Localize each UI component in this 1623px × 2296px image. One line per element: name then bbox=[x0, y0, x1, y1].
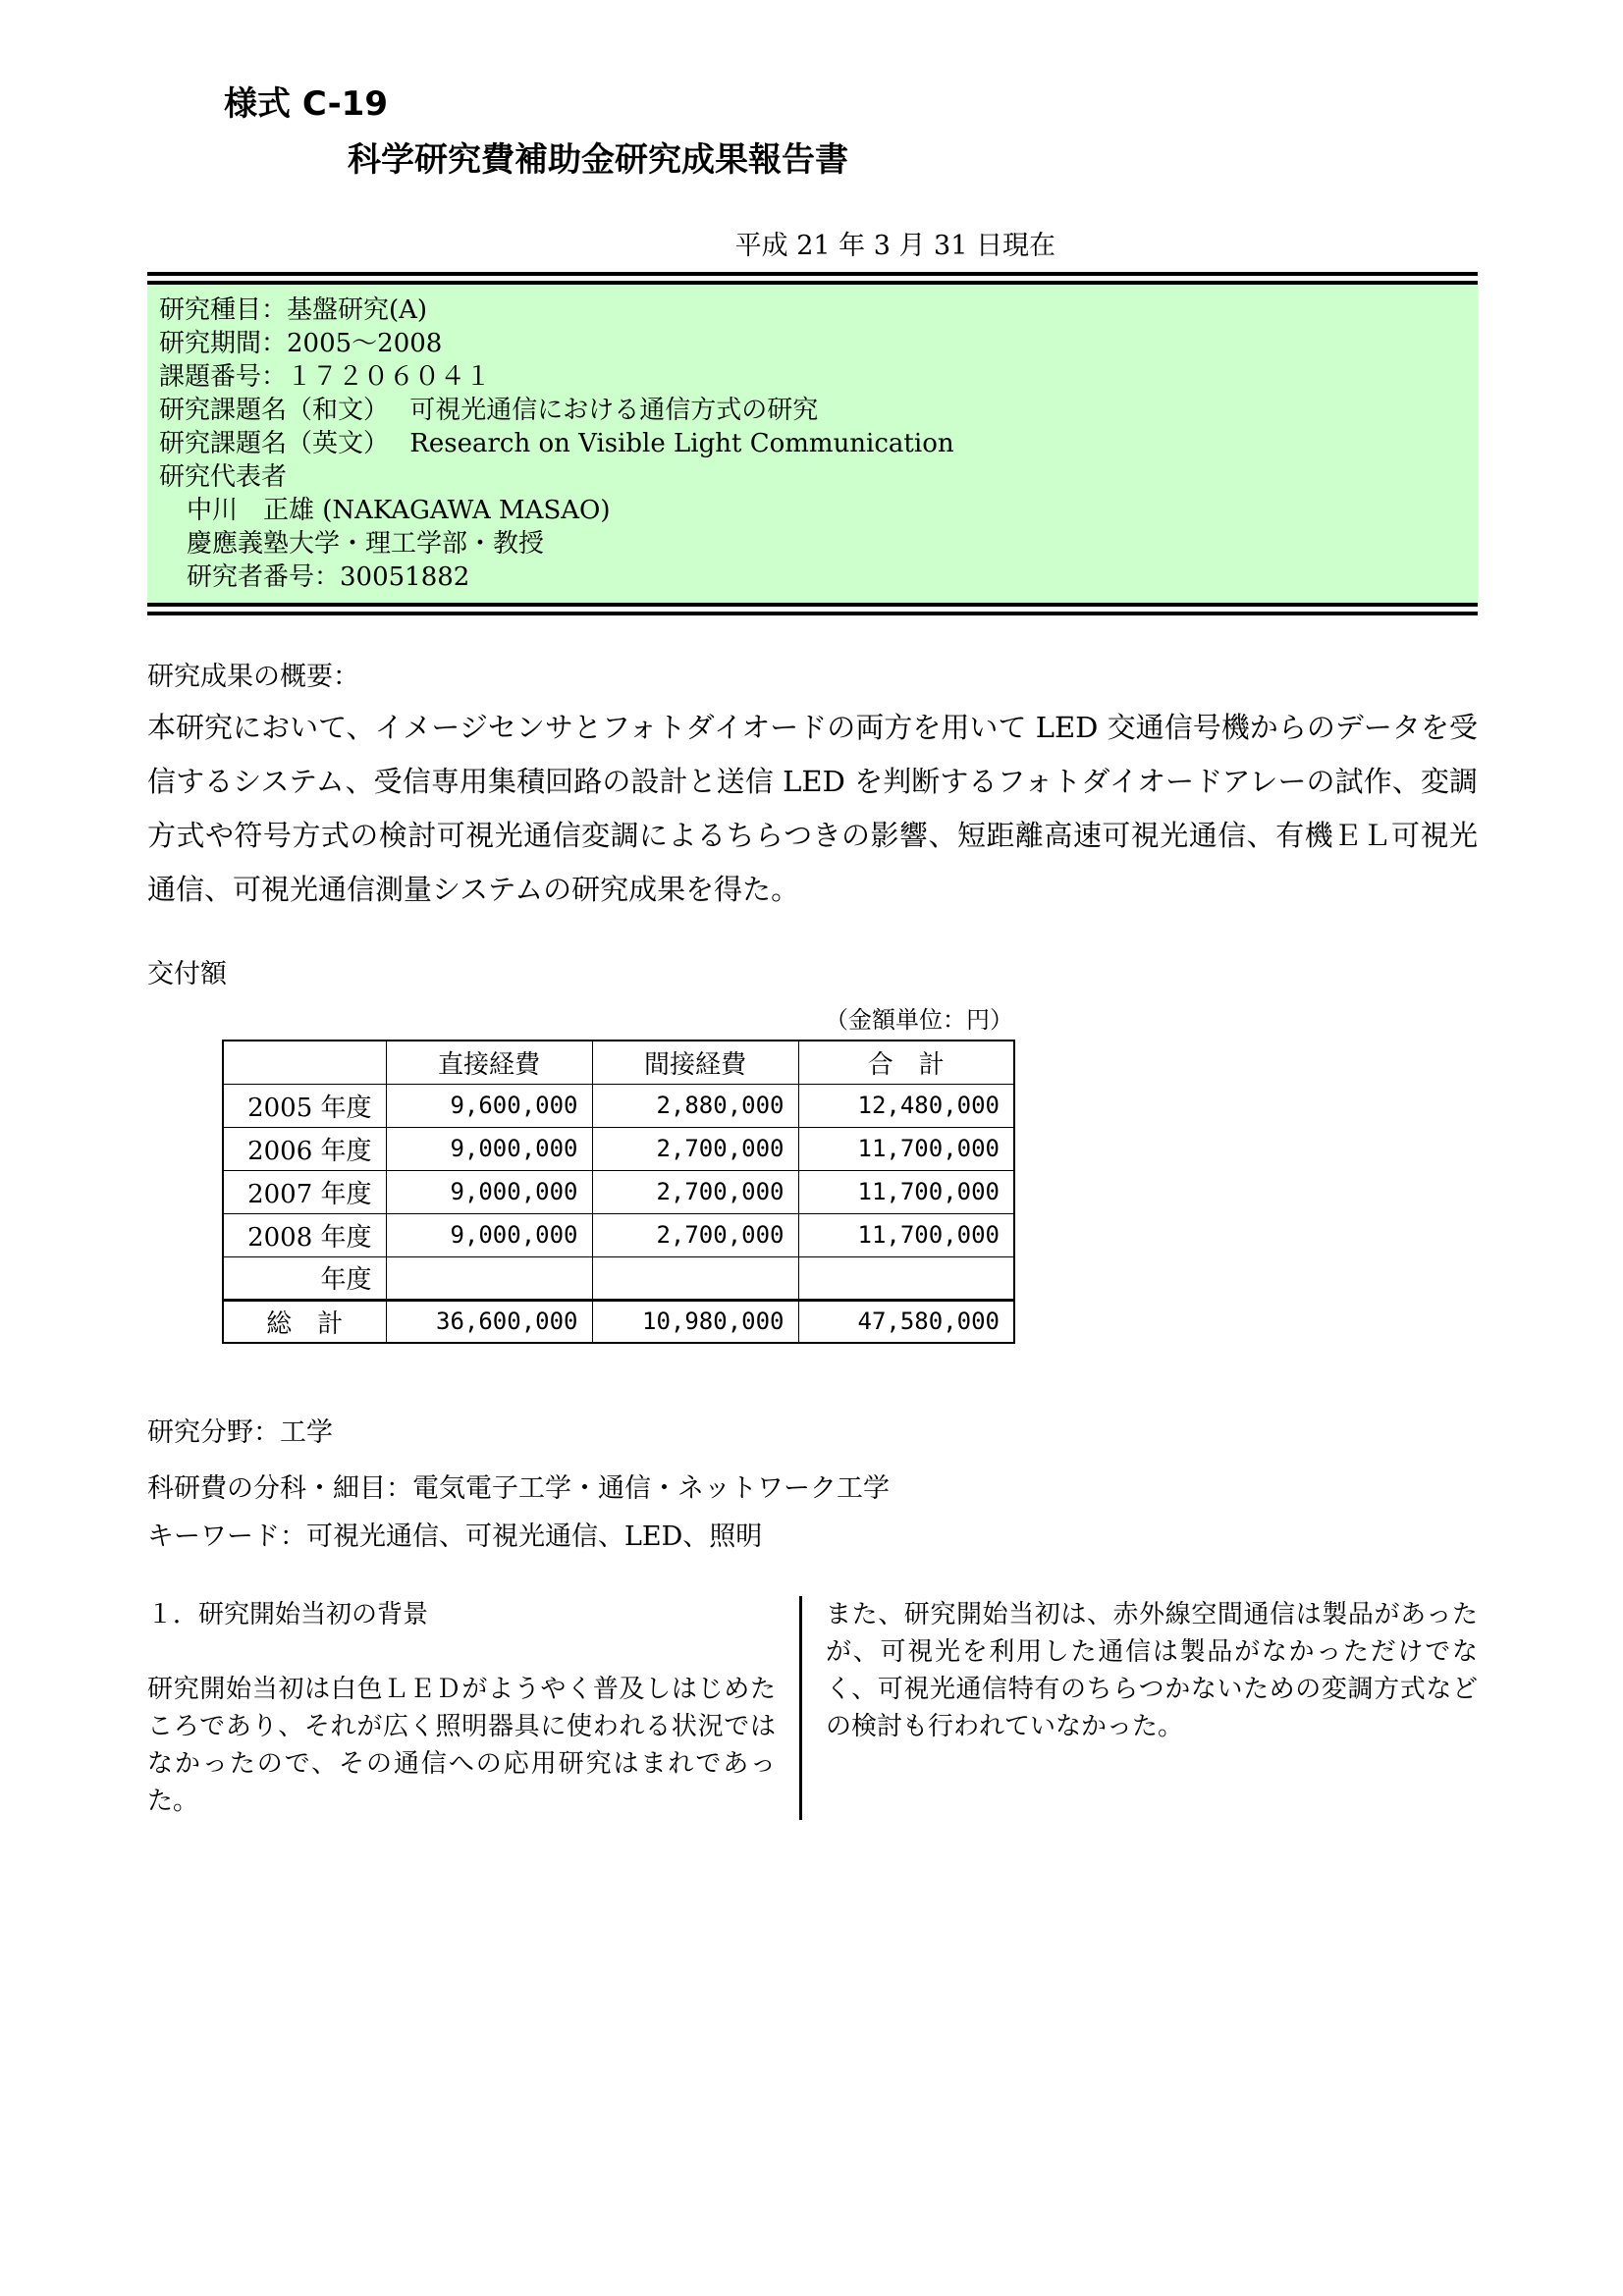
info-row-project-number: 課題番号：１７２０６０４１ bbox=[159, 362, 492, 392]
info-row-research-period: 研究期間：2005～2008 bbox=[159, 329, 443, 358]
table-row-grand-total bbox=[223, 1300, 1014, 1343]
year-label: 年度 bbox=[223, 1256, 386, 1300]
table-row-2007 bbox=[223, 1170, 1014, 1213]
table-row-2008 bbox=[223, 1213, 1014, 1256]
direct-amount: 9,000,000 bbox=[386, 1127, 592, 1170]
indirect-amount: 2,700,000 bbox=[592, 1213, 798, 1256]
indirect-amount: 2,880,000 bbox=[592, 1084, 798, 1127]
year-label: 2006 年度 bbox=[223, 1127, 386, 1170]
header-cell-blank bbox=[223, 1041, 386, 1084]
grant-amount-table bbox=[222, 1040, 1015, 1344]
info-row-title-japanese: 研究課題名（和文） 可視光通信における通信方式の研究 bbox=[159, 396, 819, 425]
info-row-title-english: 研究課題名（英文） Research on Visible Light Communication bbox=[159, 429, 954, 458]
year-label: 2008 年度 bbox=[223, 1213, 386, 1256]
field-lines bbox=[147, 1411, 1478, 1553]
year-label: 2007 年度 bbox=[223, 1170, 386, 1213]
direct-amount bbox=[386, 1256, 592, 1300]
table-row-2006 bbox=[223, 1127, 1014, 1170]
year-label: 2005 年度 bbox=[223, 1084, 386, 1127]
header-cell-direct: 直接経費 bbox=[386, 1041, 592, 1084]
grant-section-title: 交付額 bbox=[147, 959, 227, 989]
total-amount: 11,700,000 bbox=[798, 1127, 1014, 1170]
table-row-empty-year bbox=[223, 1256, 1014, 1300]
research-info-box bbox=[147, 285, 1478, 603]
grant-table-wrapper bbox=[222, 1000, 1013, 1344]
background-heading: １．研究開始当初の背景 bbox=[147, 1600, 429, 1629]
direct-amount: 9,600,000 bbox=[386, 1084, 592, 1127]
total-amount bbox=[798, 1256, 1014, 1300]
header-cell-indirect: 間接経費 bbox=[592, 1041, 798, 1084]
section-detail-line: 科研費の分科・細目：電気電子工学・通信・ネットワーク工学 bbox=[147, 1473, 890, 1504]
total-label: 総 計 bbox=[223, 1300, 386, 1343]
indirect-amount: 2,700,000 bbox=[592, 1170, 798, 1213]
form-code: 様式 C-19 bbox=[224, 84, 388, 124]
date-note: 平成 21 年 3 月 31 日現在 bbox=[734, 231, 1055, 261]
background-section bbox=[147, 1596, 1478, 1820]
table-row-2005 bbox=[223, 1084, 1014, 1127]
background-right-column bbox=[826, 1596, 1478, 1820]
info-row-principal-investigator-label: 研究代表者 bbox=[159, 462, 288, 492]
info-row-researcher-number: 研究者番号：30051882 bbox=[187, 562, 470, 592]
bottom-double-rule bbox=[147, 603, 1478, 615]
info-row-investigator-name: 中川 正雄 (NAKAGAWA MASAO) bbox=[187, 496, 611, 525]
header-cell-total: 合 計 bbox=[798, 1041, 1014, 1084]
total-amount: 11,700,000 bbox=[798, 1213, 1014, 1256]
keywords-line: キーワード：可視光通信、可視光通信、LED、照明 bbox=[147, 1522, 763, 1552]
background-left-column bbox=[147, 1596, 776, 1820]
info-row-research-category: 研究種目：基盤研究(A) bbox=[159, 295, 428, 325]
direct-amount: 36,600,000 bbox=[386, 1300, 592, 1343]
indirect-amount: 10,980,000 bbox=[592, 1300, 798, 1343]
indirect-amount: 2,700,000 bbox=[592, 1127, 798, 1170]
summary-label: 研究成果の概要： bbox=[147, 662, 359, 692]
unit-note: （金額単位：円） bbox=[825, 1006, 1013, 1034]
total-amount: 12,480,000 bbox=[798, 1084, 1014, 1127]
document-title: 科学研究費補助金研究成果報告書 bbox=[348, 140, 848, 180]
research-field-line: 研究分野：工学 bbox=[147, 1417, 333, 1448]
summary-text: 本研究において、イメージセンサとフォトダイオードの両方を用いて LED 交通信号機からのデータを受信するシステム、受信専用集積回路の設計と送信 LED を判断するフォトダイオードアレーの試作、変調方式や符号方式の検討可視光通信変調によるちらつきの影響、短距離高速可視光通信、有機ＥＬ可視光通信、可視光通信測量システムの研究成果を得た。 bbox=[147, 711, 1478, 906]
background-left-text: 研究開始当初は白色ＬＥＤがようやく普及しはじめたころであり、それが広く照明器具に使われる状況ではなかったので、その通信への応用研究はまれであった。 bbox=[147, 1675, 776, 1816]
background-right-text: また、研究開始当初は、赤外線空間通信は製品があったが、可視光を利用した通信は製品がなかっただけでなく、可視光通信特有のちらつかないための変調方式などの検討も行われていなかった。 bbox=[826, 1600, 1478, 1741]
total-amount: 11,700,000 bbox=[798, 1170, 1014, 1213]
direct-amount: 9,000,000 bbox=[386, 1170, 592, 1213]
column-divider bbox=[799, 1596, 802, 1820]
top-double-rule bbox=[147, 272, 1478, 285]
direct-amount: 9,000,000 bbox=[386, 1213, 592, 1256]
total-amount: 47,580,000 bbox=[798, 1300, 1014, 1343]
indirect-amount bbox=[592, 1256, 798, 1300]
info-row-affiliation: 慶應義塾大学・理工学部・教授 bbox=[187, 529, 545, 559]
table-header-row bbox=[223, 1041, 1014, 1084]
